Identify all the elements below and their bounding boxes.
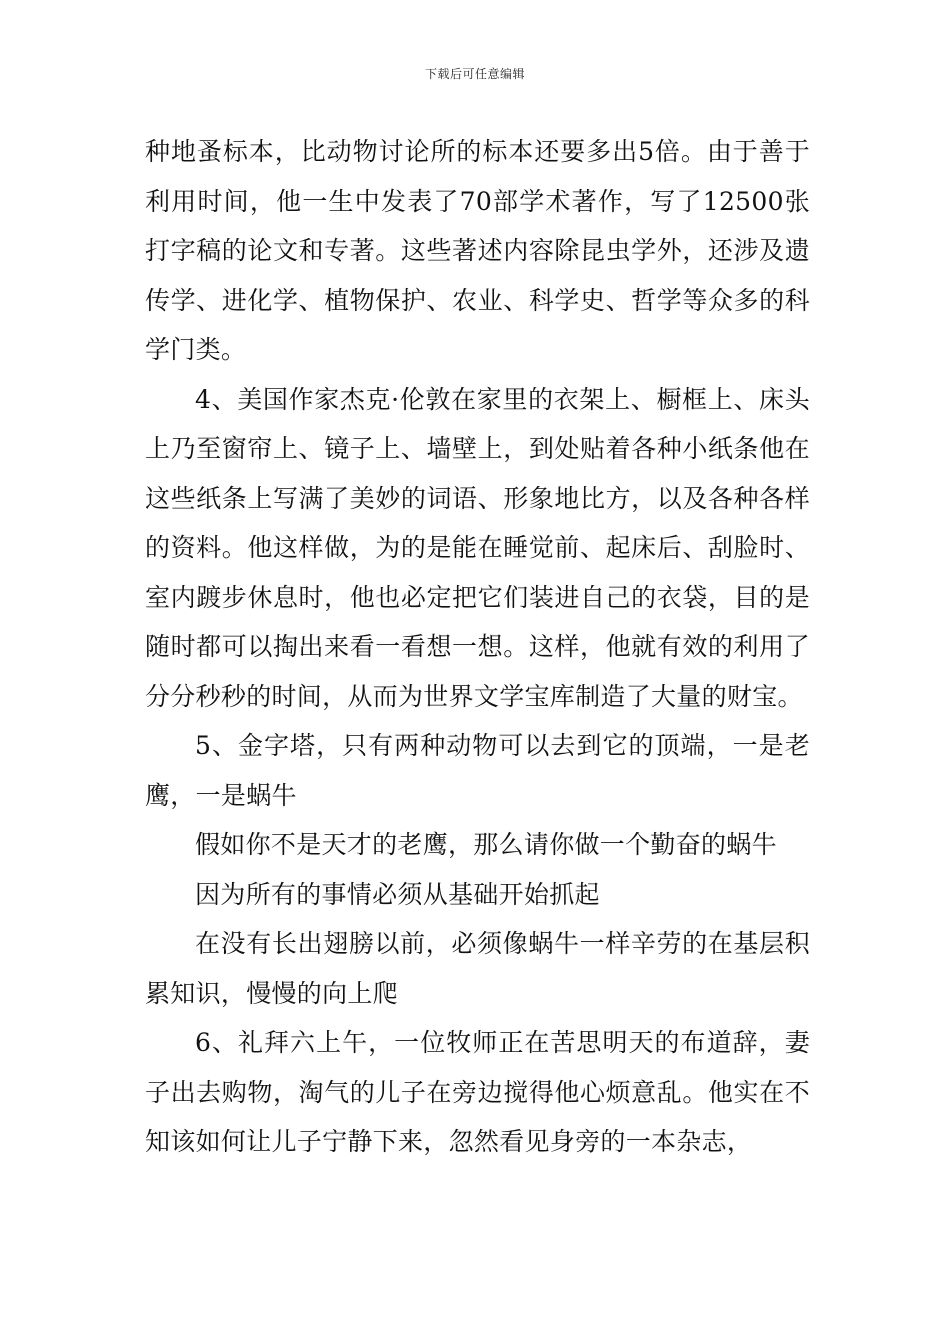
- body-text: [145, 127, 810, 1167]
- paragraph-eagle-line: 假如你不是天才的老鹰，那么请你做一个勤奋的蜗牛: [195, 830, 777, 859]
- paragraph-continuation: 种地蚤标本，比动物讨论所的标本还要多出5倍。由于善于利用时间，他一生中发表了70部学术著作，写了12500张打字稿的论文和专著。这些著述内容除昆虫学外，还涉及遗传学、进化学、植物保护、农业、科学史、哲学等众多的科学门类。: [145, 137, 810, 364]
- paragraph-snail-line: 在没有长出翅膀以前，必须像蜗牛一样辛劳的在基层积累知识，慢慢的向上爬: [145, 929, 810, 1008]
- paragraph-item-6: 6、礼拜六上午，一位牧师正在苦思明天的布道辞，妻子出去购物，淘气的儿子在旁边搅得他心烦意乱。他实在不知该如何让儿子宁静下来，忽然看见身旁的一本杂志，: [145, 1028, 810, 1156]
- paragraph-foundation-line: 因为所有的事情必须从基础开始抓起: [195, 879, 600, 909]
- paragraph-item-4: 4、美国作家杰克·伦敦在家里的衣架上、橱框上、床头上乃至窗帘上、镜子上、墙壁上，到处贴着各种小纸条他在这些纸条上写满了美妙的词语、形象地比方，以及各种各样的资料。他这样做，为的是能在睡觉前、起床后、刮脸时、室内踱步休息时，他也必定把它们装进自己的衣袋，目的是随时都可以掏出来看一看想一想。这样，他就有效的利用了分分秒秒的时间，从而为世界文学宝库制造了大量的财宝。: [145, 384, 810, 711]
- paragraph-item-5: 5、金字塔，只有两种动物可以去到它的顶端，一是老鹰，一是蜗牛: [145, 731, 810, 810]
- page-header: 下载后可任意编辑: [424, 67, 525, 81]
